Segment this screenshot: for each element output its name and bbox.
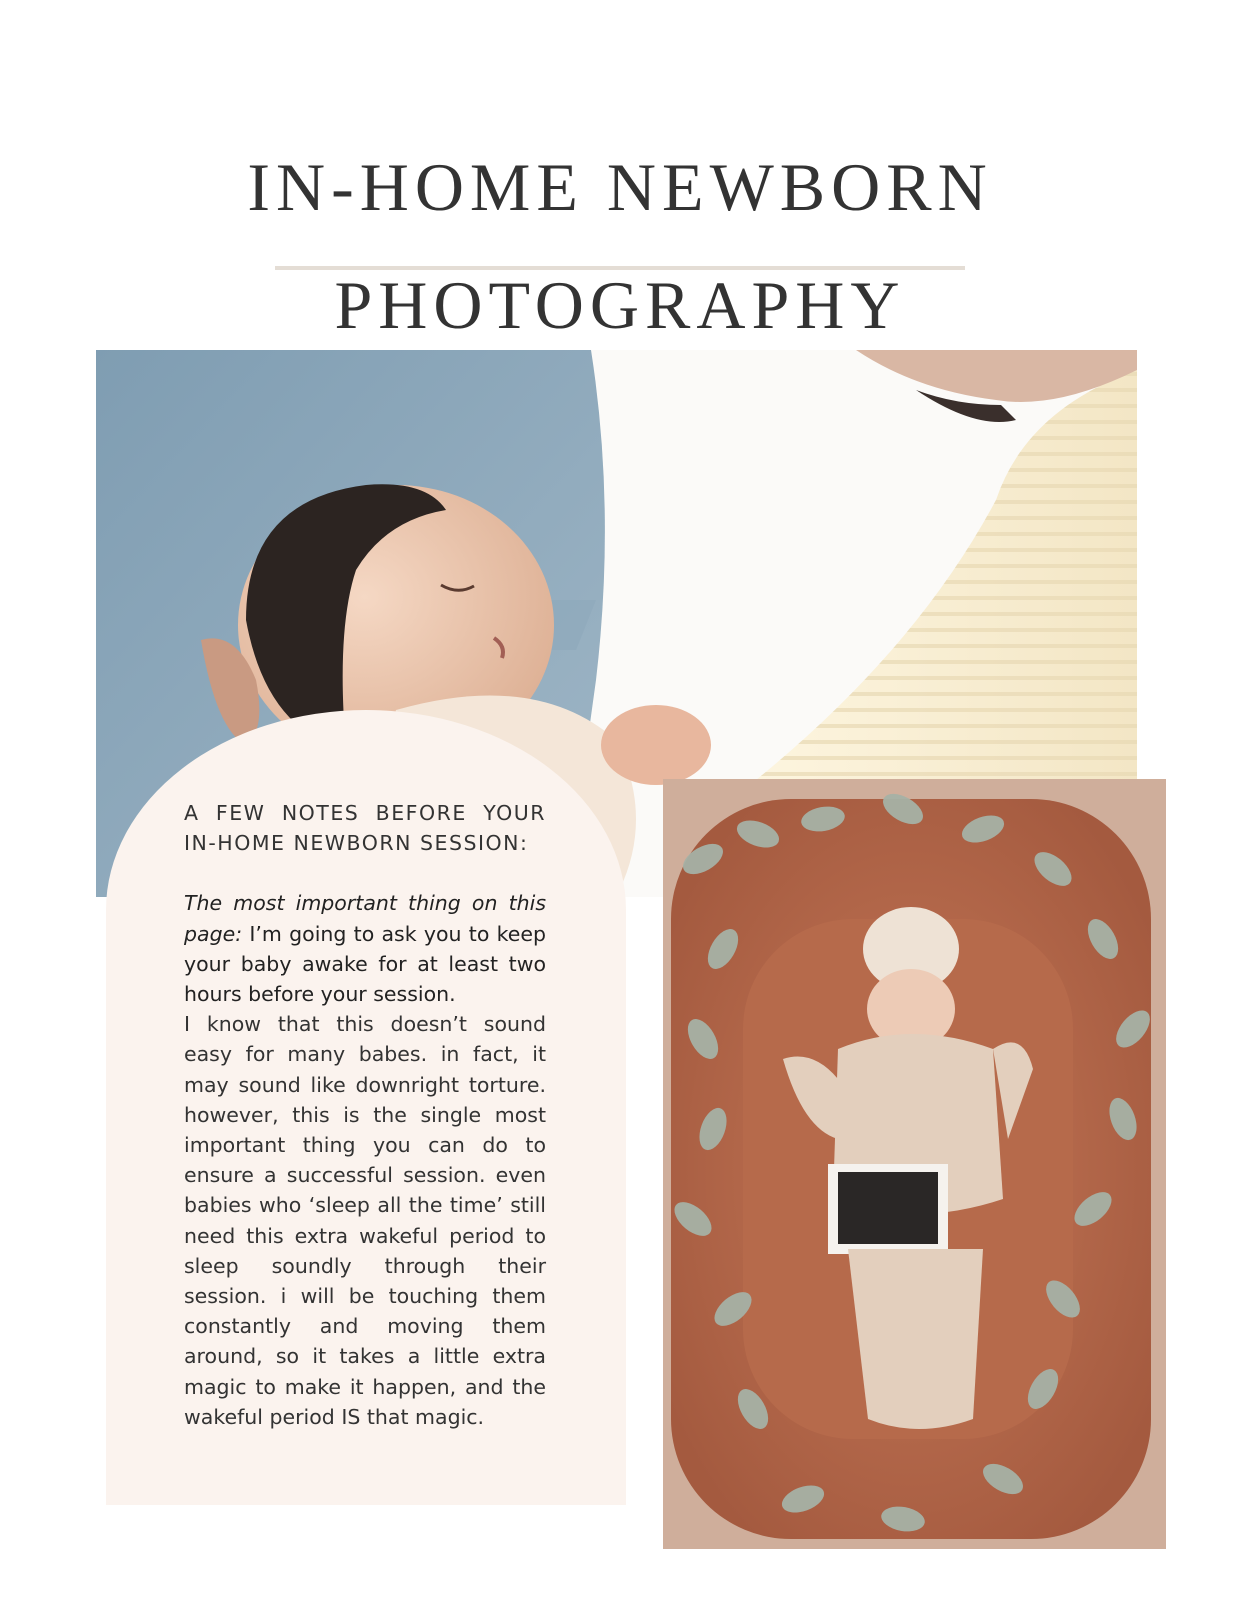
notes-heading: A FEW NOTES BEFORE YOUR IN-HOME NEWBORN SESSION:: [184, 801, 546, 856]
notes-lead-rest: I’m going to ask you to keep your baby awake for at least two hours before your session.: [184, 921, 546, 1007]
notes-lead: [184, 888, 546, 1009]
notes-lead-italic: The most important thing on this page:: [184, 891, 546, 946]
page-title-line-2: PHOTOGRAPHY: [334, 267, 906, 343]
notes-spacer: [184, 858, 546, 888]
session-notes: [184, 798, 546, 1432]
photo-newborn-on-cushion: [663, 779, 1166, 1549]
notes-body: I know that this doesn’t sound easy for many babes. in fact, it may sound like downright torture. however, this is the single most important thing you can do to ensure a successful session. even babies who ‘sleep all the time’ still need this extra wakeful period to sleep soundly through their session. i will be touching them constantly and moving them around, so it takes a little extra magic to make it happen, and the wakeful period IS that magic.: [184, 1012, 546, 1429]
page-title-line-1: IN-HOME NEWBORN: [247, 149, 993, 225]
